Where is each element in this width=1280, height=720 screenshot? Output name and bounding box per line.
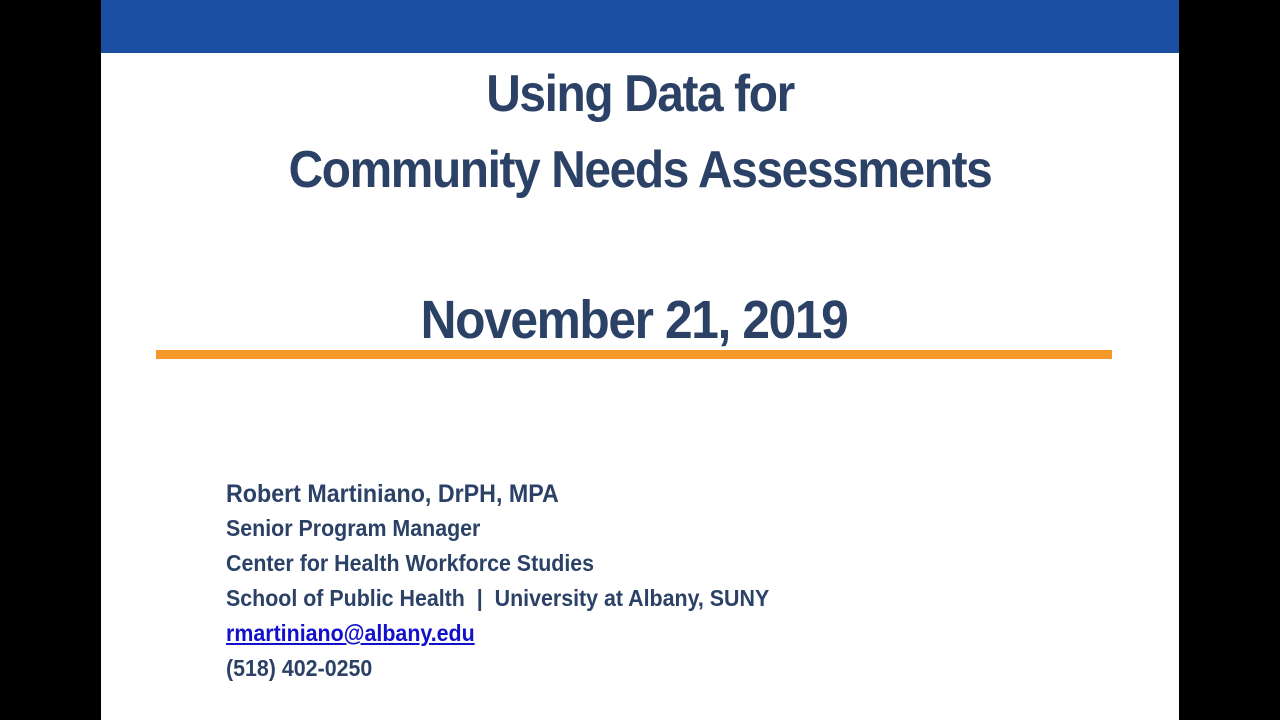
slide-title <box>144 56 1136 208</box>
presenter-email-link[interactable]: rmartiniano@albany.edu <box>226 620 475 646</box>
presentation-slide <box>101 0 1179 720</box>
slide-title-line-1: Using Data for <box>486 65 794 123</box>
presenter-email-row <box>226 616 769 651</box>
presenter-name: Robert Martiniano, DrPH, MPA <box>226 480 559 508</box>
presenter-role: Senior Program Manager <box>226 515 481 541</box>
orange-divider <box>156 350 1112 359</box>
presenter-phone: (518) 402-0250 <box>226 655 373 681</box>
slide-header-bar <box>101 0 1179 53</box>
presenter-center: Center for Health Workforce Studies <box>226 550 595 576</box>
presenter-affiliation: School of Public Health | University at Albany, SUNY <box>226 585 770 611</box>
slide-date: November 21, 2019 <box>420 290 848 350</box>
slide-title-line-2: Community Needs Assessments <box>288 141 992 199</box>
presenter-info <box>226 478 810 686</box>
